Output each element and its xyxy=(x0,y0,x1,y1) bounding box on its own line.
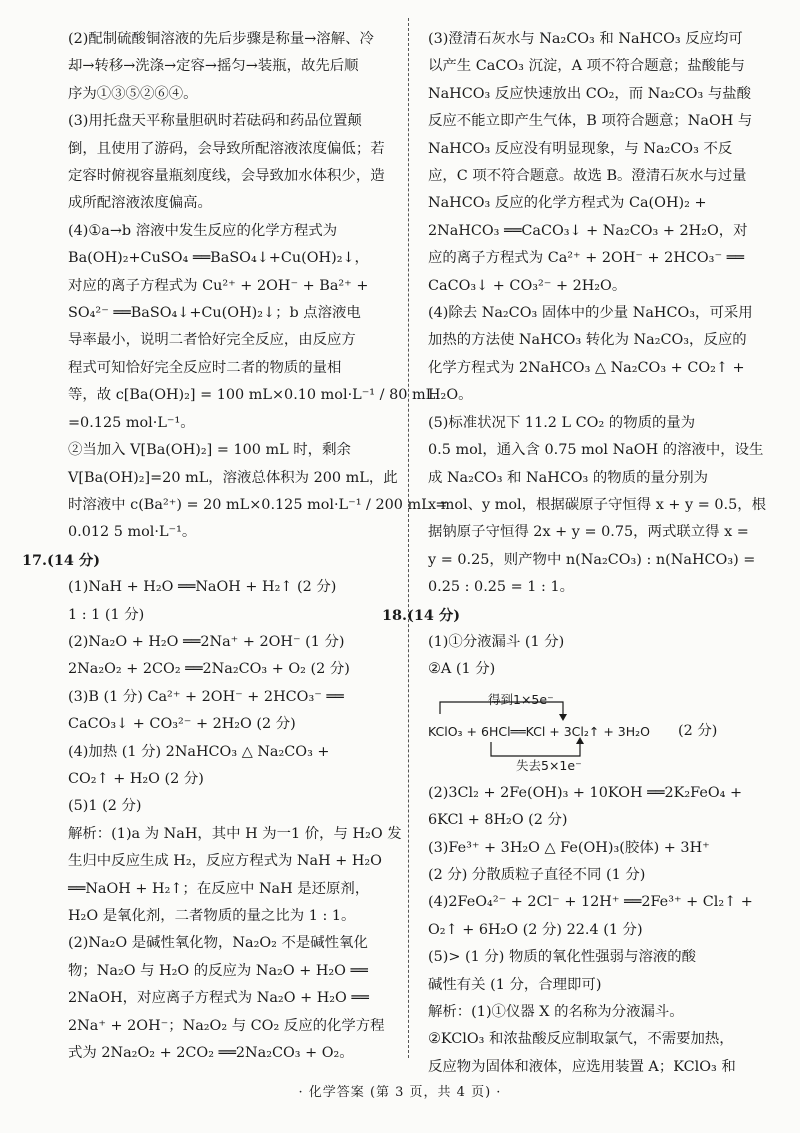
text-line: NaHCO₃ 反应快速放出 CO₂，而 Na₂CO₃ 与盐酸 xyxy=(428,85,751,102)
text-line: (1)NaH + H₂O ══NaOH + H₂↑ (2 分) xyxy=(68,579,337,596)
text-line: 据钠原子守恒得 2x + y = 0.75，两式联立得 x = xyxy=(428,524,749,541)
text-line: Ba(OH)₂+CuSO₄ ══BaSO₄↓+Cu(OH)₂↓， xyxy=(68,250,369,267)
text-line: CaCO₃↓ + CO₃²⁻ + 2H₂O。 xyxy=(428,277,627,294)
text-line: 6KCl + 8H₂O (2 分) xyxy=(428,812,568,829)
text-line: SO₄²⁻ ══BaSO₄↓+Cu(OH)₂↓；b 点溶液电 xyxy=(68,305,361,322)
text-line: 成 Na₂CO₃ 和 NaHCO₃ 的物质的量分别为 xyxy=(428,469,709,486)
text-line: 倒，且使用了游码，会导致所配溶液浓度偏低；若 xyxy=(68,140,385,157)
text-line: (2 分) 分散质粒子直径不同 (1 分) xyxy=(428,866,646,883)
text-line: 序为①③⑤②⑥④。 xyxy=(68,85,198,102)
text-line: 化学方程式为 2NaHCO₃ △ Na₂CO₃ + CO₂↑ + xyxy=(428,359,745,376)
text-line: 反应不能立即产生气体，B 项符合题意；NaOH 与 xyxy=(428,113,753,130)
text-line: 2Na⁺ + 2OH⁻；Na₂O₂ 与 CO₂ 反应的化学方程 xyxy=(68,1017,385,1034)
question-number: 17.(14 分) xyxy=(22,551,101,569)
text-line: (4)①a→b 溶液中发生反应的化学方程式为 xyxy=(68,222,338,239)
redox-equation: KClO₃ + 6HCl══KCl + 3Cl₂↑ + 3H₂O xyxy=(428,723,650,739)
text-line: (1)①分液漏斗 (1 分) xyxy=(428,633,565,650)
text-line: 却→转移→洗涤→定容→摇匀→装瓶，故先后顺 xyxy=(68,58,359,75)
text-line: 生归中反应生成 H₂，反应方程式为 NaH + H₂O xyxy=(68,853,382,870)
text-line: (2)Na₂O 是碱性氧化物，Na₂O₂ 不是碱性氧化 xyxy=(68,935,368,952)
text-line: (5)> (1 分) 物质的氧化性强弱与溶液的酸 xyxy=(428,949,697,966)
text-line: 时溶液中 c(Ba²⁺) = 20 mL×0.125 mol·L⁻¹ / 200 mL = xyxy=(68,496,448,513)
text-line: (3)用托盘天平称量胆矾时若砝码和药品位置颠 xyxy=(68,113,362,130)
text-line: (3)B (1 分) Ca²⁺ + 2OH⁻ + 2HCO₃⁻ ══ xyxy=(68,688,344,705)
text-line: 解析：(1)①仪器 X 的名称为分液漏斗。 xyxy=(428,1004,684,1020)
text-line: 定容时俯视容量瓶刻度线，会导致加水体积少，造 xyxy=(68,168,385,185)
electron-transfer-diagram xyxy=(428,684,760,780)
text-line: 碱性有关 (1 分，合理即可) xyxy=(428,976,602,993)
question-number: 18.(14 分) xyxy=(382,606,461,624)
text-line: 导率最小，说明二者恰好完全反应，由反应方 xyxy=(68,332,356,349)
text-line: 以产生 CaCO₃ 沉淀，A 项不符合题意；盐酸能与 xyxy=(428,58,745,75)
text-line: NaHCO₃ 反应的化学方程式为 Ca(OH)₂ + xyxy=(428,195,707,212)
lose-electrons-label: 失去5×1e⁻ xyxy=(516,757,582,773)
text-line: 等，故 c[Ba(OH)₂] = 100 mL×0.10 mol·L⁻¹ / 80 mL xyxy=(68,387,436,404)
text-line: 程式可知恰好完全反应时二者的物质的量相 xyxy=(68,359,342,376)
text-line: ══NaOH + H₂↑；在反应中 NaH 是还原剂， xyxy=(68,880,370,897)
text-line: 反应物为固体和液体，应选用装置 A；KClO₃ 和 xyxy=(428,1058,736,1075)
text-line: ②当加入 V[Ba(OH)₂] = 100 mL 时，剩余 xyxy=(68,442,351,459)
gain-electrons-label: 得到1×5e⁻ xyxy=(488,691,554,707)
text-line: 解析：(1)a 为 NaH，其中 H 为一1 价，与 H₂O 发 xyxy=(68,825,402,842)
text-line: CO₂↑ + H₂O (2 分) xyxy=(68,770,204,787)
page-footer: · 化学答案 (第 3 页，共 4 页) · xyxy=(298,1085,502,1100)
text-line: 0.25 : 0.25 = 1 : 1。 xyxy=(428,579,574,596)
text-line: (2)配制硫酸铜溶液的先后步骤是称量→溶解、冷 xyxy=(68,31,374,47)
text-line: O₂↑ + 6H₂O (2 分) 22.4 (1 分) xyxy=(428,921,643,938)
text-line: 2Na₂O₂ + 2CO₂ ══2Na₂CO₃ + O₂ (2 分) xyxy=(68,661,350,678)
text-line: 1 : 1 (1 分) xyxy=(68,606,145,623)
text-line: (4)除去 Na₂CO₃ 固体中的少量 NaHCO₃，可采用 xyxy=(428,305,753,322)
text-line: 2NaOH，对应离子方程式为 Na₂O + H₂O ══ xyxy=(68,990,369,1007)
score-label: (2 分) xyxy=(678,722,718,739)
text-line: (5)1 (2 分) xyxy=(68,798,142,815)
text-line: 应，C 项不符合题意。故选 B。澄清石灰水与过量 xyxy=(428,168,747,185)
text-line: ②A (1 分) xyxy=(428,661,496,678)
text-line: (4)2FeO₄²⁻ + 2Cl⁻ + 12H⁺ ══2Fe³⁺ + Cl₂↑ + xyxy=(428,894,753,911)
column-divider xyxy=(408,18,409,1058)
text-line: H₂O。 xyxy=(428,387,473,404)
text-line: (4)加热 (1 分) 2NaHCO₃ △ Na₂CO₃ + xyxy=(68,743,330,760)
text-line: 2NaHCO₃ ══CaCO₃↓ + Na₂CO₃ + 2H₂O，对 xyxy=(428,222,748,239)
text-line: (2)Na₂O + H₂O ══2Na⁺ + 2OH⁻ (1 分) xyxy=(68,633,345,650)
text-line: y = 0.25，则产物中 n(Na₂CO₃) : n(NaHCO₃) = xyxy=(428,551,756,568)
text-line: NaHCO₃ 反应没有明显现象，与 Na₂CO₃ 不反 xyxy=(428,140,733,157)
text-line: 物；Na₂O 与 H₂O 的反应为 Na₂O + H₂O ══ xyxy=(68,962,368,979)
text-line: 加热的方法使 NaHCO₃ 转化为 Na₂CO₃，反应的 xyxy=(428,332,747,349)
text-line: CaCO₃↓ + CO₃²⁻ + 2H₂O (2 分) xyxy=(68,716,296,733)
text-line: x mol、y mol，根据碳原子守恒得 x + y = 0.5，根 xyxy=(428,496,767,513)
text-line: (5)标准状况下 11.2 L CO₂ 的物质的量为 xyxy=(428,414,696,431)
right-column xyxy=(382,26,767,1081)
text-line: ②KClO₃ 和浓盐酸反应制取氯气，不需要加热， xyxy=(428,1031,734,1048)
text-line: 对应的离子方程式为 Cu²⁺ + 2OH⁻ + Ba²⁺ + xyxy=(68,277,369,294)
text-line: (3)Fe³⁺ + 3H₂O △ Fe(OH)₃(胶体) + 3H⁺ xyxy=(428,839,710,856)
text-line: 应的离子方程式为 Ca²⁺ + 2OH⁻ + 2HCO₃⁻ ══ xyxy=(428,250,744,267)
text-line: (3)澄清石灰水与 Na₂CO₃ 和 NaHCO₃ 反应均可 xyxy=(428,31,743,47)
text-line: H₂O 是氧化剂，二者物质的量之比为 1 : 1。 xyxy=(68,908,356,924)
text-line: 0.5 mol，通入含 0.75 mol NaOH 的溶液中，设生 xyxy=(428,442,764,459)
text-line: (2)3Cl₂ + 2Fe(OH)₃ + 10KOH ══2K₂FeO₄ + xyxy=(428,784,743,801)
text-line: 成所配溶液浓度偏高。 xyxy=(68,195,212,212)
text-line: 式为 2Na₂O₂ + 2CO₂ ══2Na₂CO₃ + O₂。 xyxy=(68,1045,354,1062)
text-line: V[Ba(OH)₂]=20 mL，溶液总体积为 200 mL，此 xyxy=(68,469,398,486)
text-line: 0.012 5 mol·L⁻¹。 xyxy=(68,524,197,541)
text-line: =0.125 mol·L⁻¹。 xyxy=(68,414,195,431)
